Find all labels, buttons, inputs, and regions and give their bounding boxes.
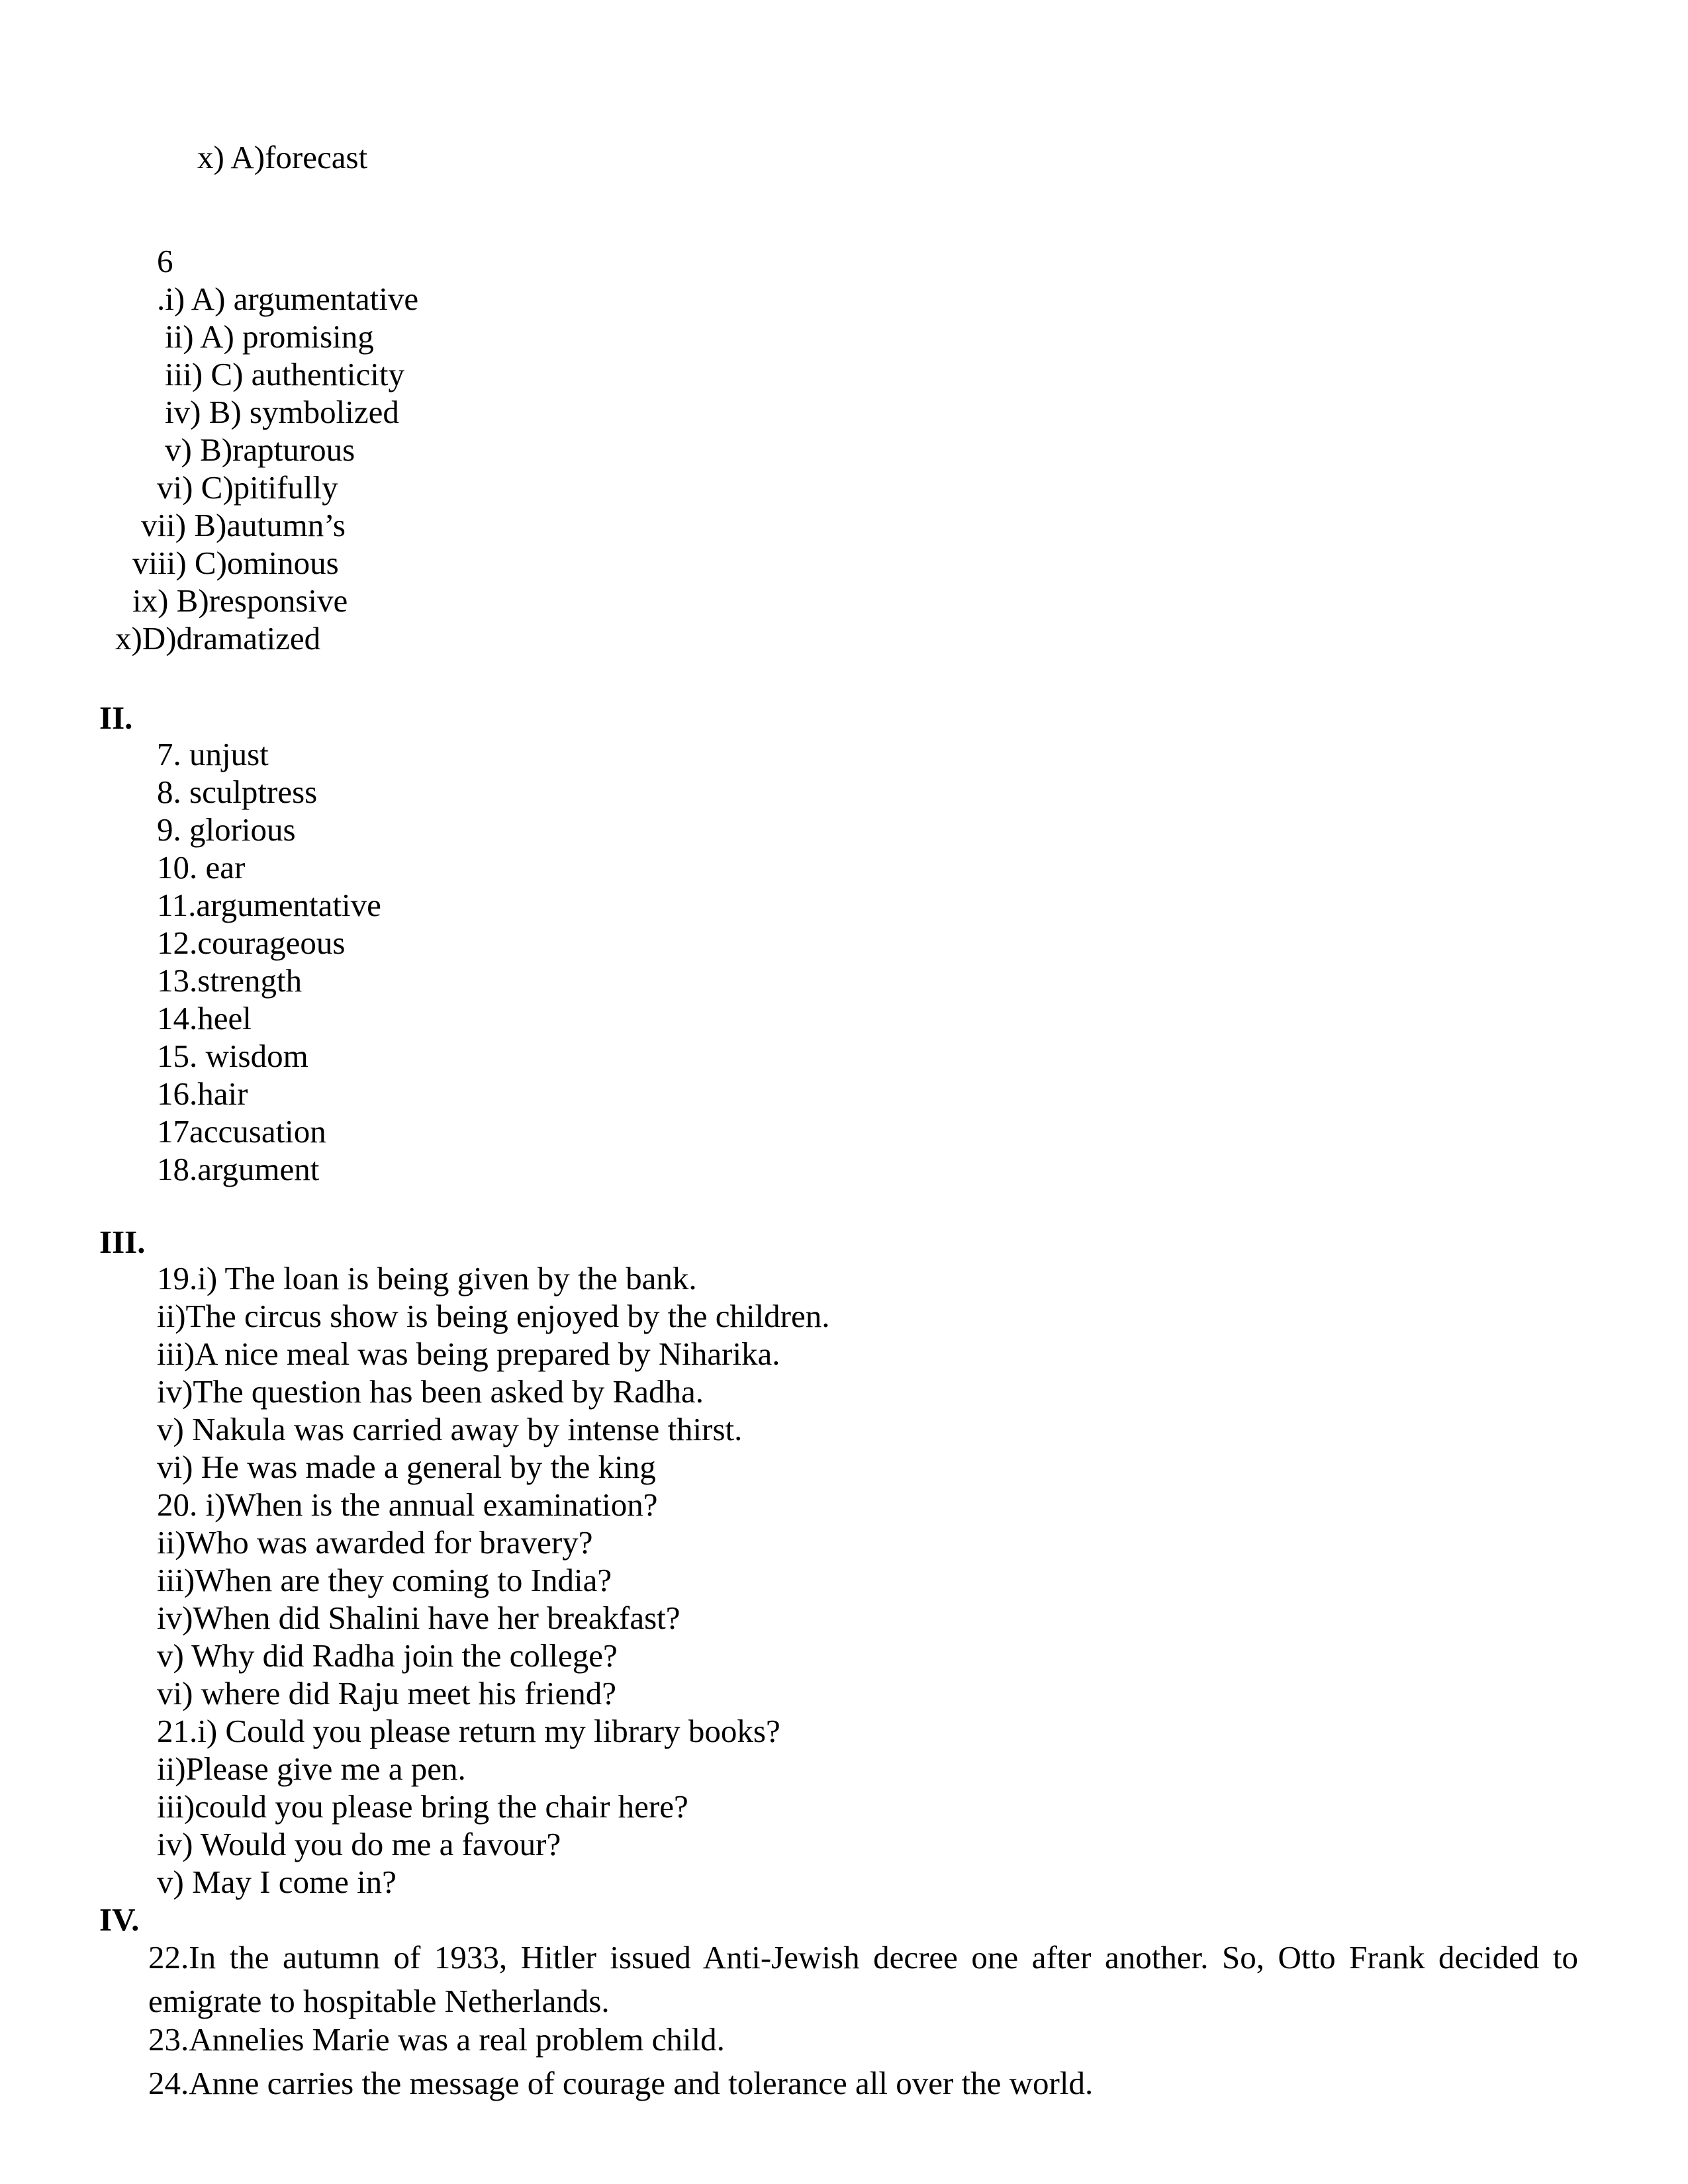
section-6-item: vi) C)pitifully bbox=[157, 469, 338, 506]
section-6-item: .i) A) argumentative bbox=[157, 281, 419, 317]
section-iii-item: iii)A nice meal was being prepared by Niharika. bbox=[157, 1336, 780, 1372]
section-iii-item: ii)The circus show is being enjoyed by the children. bbox=[157, 1298, 830, 1334]
section-iii-item: ii)Who was awarded for bravery? bbox=[157, 1524, 593, 1561]
section-6-item: iii) C) authenticity bbox=[165, 356, 404, 392]
section-iii-heading: III. bbox=[99, 1224, 146, 1260]
section-iii-item: v) Why did Radha join the college? bbox=[157, 1637, 618, 1674]
section-6-item: ii) A) promising bbox=[165, 318, 374, 355]
section-iii-item: vi) where did Raju meet his friend? bbox=[157, 1675, 616, 1711]
answer-22: 22.In the autumn of 1933, Hitler issued Anti-Jewish decree one after another. So, Otto Frank decided to emigrate to hospitable Netherlands. bbox=[148, 1939, 1578, 2019]
section-6-item: vii) B)autumn’s bbox=[141, 507, 346, 543]
section-iv-heading: IV. bbox=[99, 1901, 140, 1938]
section-ii-item: 12.courageous bbox=[157, 925, 346, 961]
section-6-item: iv) B) symbolized bbox=[165, 394, 399, 430]
section-ii-heading: II. bbox=[99, 700, 133, 736]
section-ii-item: 9. glorious bbox=[157, 811, 296, 848]
section-iii-item: iii)When are they coming to India? bbox=[157, 1562, 612, 1598]
answer-23: 23.Annelies Marie was a real problem child. bbox=[148, 2021, 725, 2058]
section-6-item: x)D)dramatized bbox=[115, 620, 321, 657]
section-iii-item: iv)When did Shalini have her breakfast? bbox=[157, 1600, 680, 1636]
answer-24: 24.Anne carries the message of courage and tolerance all over the world. bbox=[148, 2065, 1094, 2101]
section-ii-item: 18.argument bbox=[157, 1151, 320, 1187]
section-6-item: v) B)rapturous bbox=[165, 432, 355, 468]
section-iii-item: 21.i) Could you please return my library books? bbox=[157, 1713, 780, 1749]
section-iii-item: iii)could you please bring the chair here? bbox=[157, 1788, 688, 1825]
section-ii-item: 15. wisdom bbox=[157, 1038, 308, 1074]
section-ii-item: 8. sculptress bbox=[157, 774, 318, 810]
section-iii-item: iv) Would you do me a favour? bbox=[157, 1826, 561, 1862]
section-iii-item: vi) He was made a general by the king bbox=[157, 1449, 656, 1485]
section-iii-item: ii)Please give me a pen. bbox=[157, 1751, 466, 1787]
section-iii-item: v) Nakula was carried away by intense thirst. bbox=[157, 1411, 743, 1447]
section-6-item: viii) C)ominous bbox=[132, 545, 339, 581]
section-iii-item: iv)The question has been asked by Radha. bbox=[157, 1373, 704, 1410]
section-ii-item: 10. ear bbox=[157, 849, 246, 886]
section-6-number: 6 bbox=[157, 243, 173, 279]
section-ii-item: 17accusation bbox=[157, 1113, 326, 1150]
section-iii-item: 20. i)When is the annual examination? bbox=[157, 1486, 658, 1523]
section-iii-item: 19.i) The loan is being given by the bank. bbox=[157, 1260, 697, 1297]
section-ii-item: 14.heel bbox=[157, 1000, 252, 1036]
section-ii-item: 7. unjust bbox=[157, 736, 269, 772]
section-iii-item: v) May I come in? bbox=[157, 1864, 397, 1900]
section-ii-item: 16.hair bbox=[157, 1075, 248, 1112]
section-ii-item: 11.argumentative bbox=[157, 887, 381, 923]
section-ii-item: 13.strength bbox=[157, 962, 303, 999]
answer-x-forecast: x) A)forecast bbox=[197, 139, 368, 175]
section-6-item: ix) B)responsive bbox=[132, 582, 348, 619]
